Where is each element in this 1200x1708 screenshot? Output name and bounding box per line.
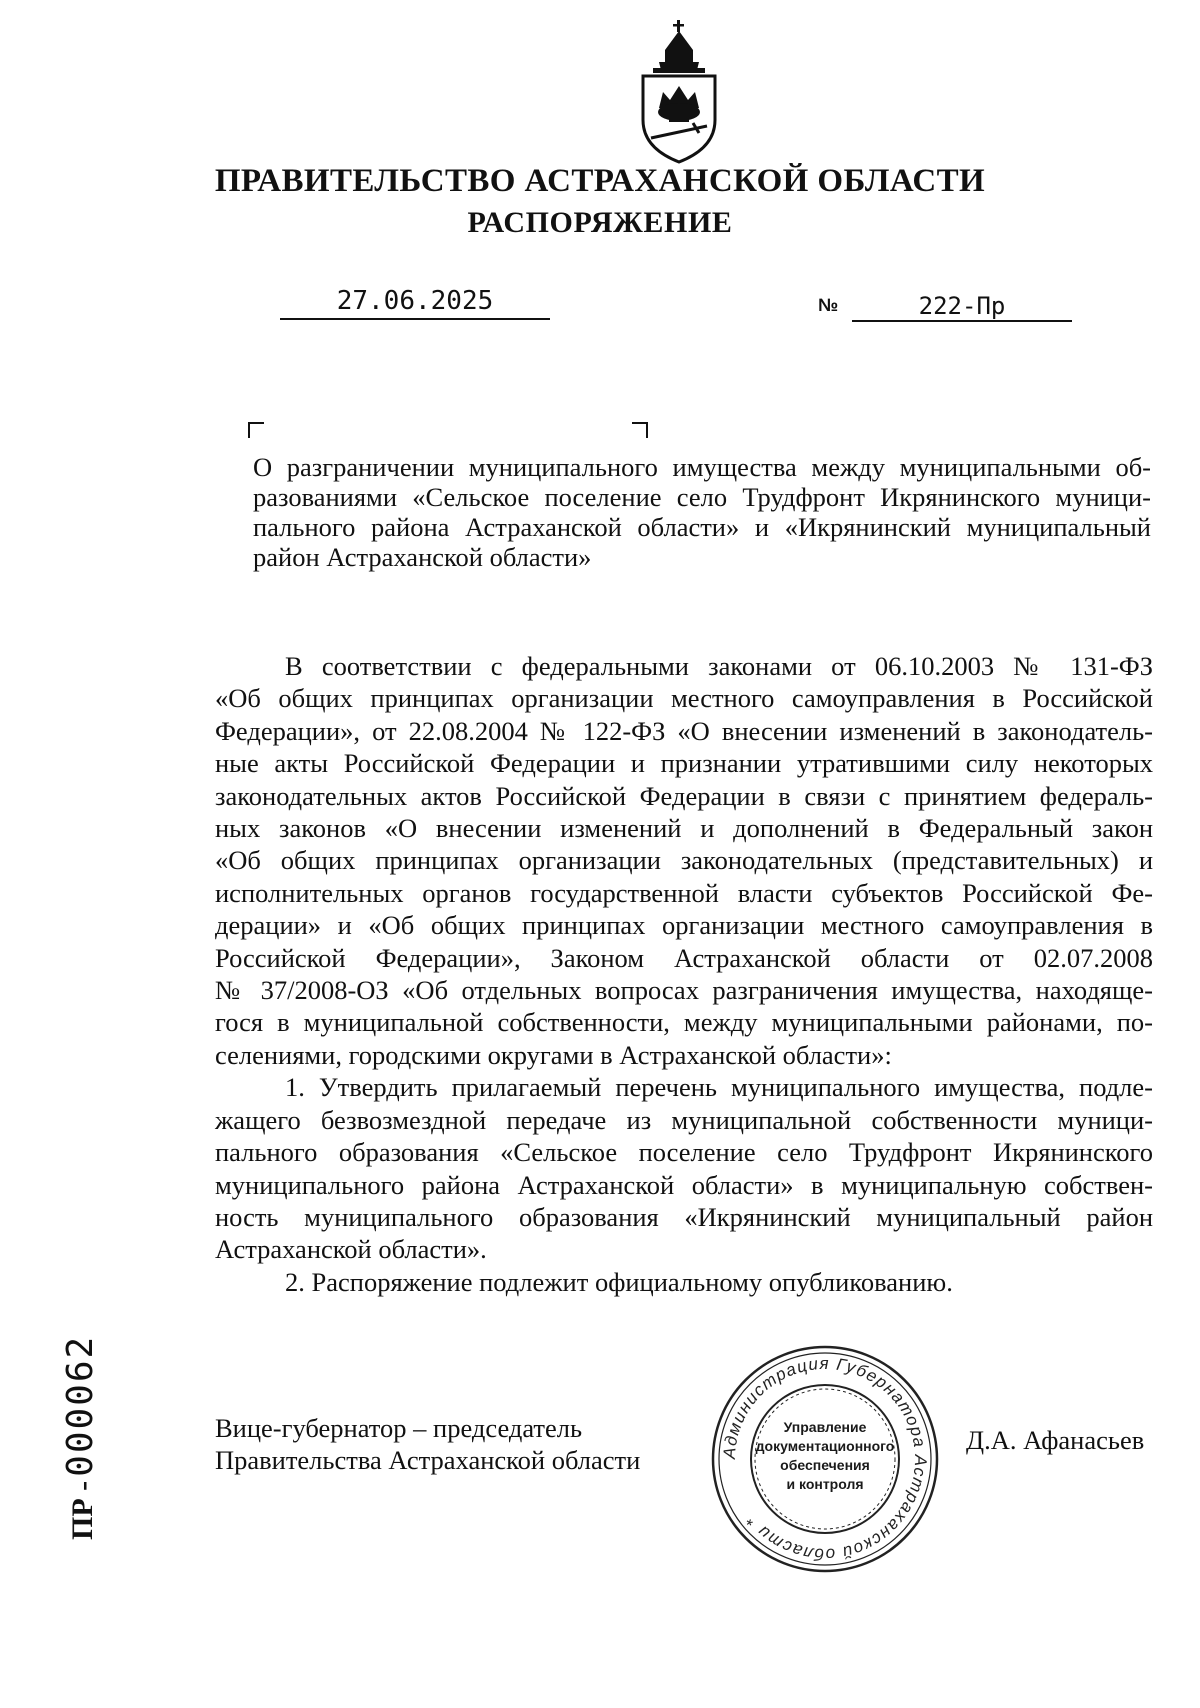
subject-line: пального района Астраханской области» и «Икрянинский муниципальный [253,512,1151,542]
body-line: 1. Утвердить прилагаемый перечень муниципального имущества, подле- [285,1072,1153,1103]
signatory-position-line: Правительства Астраханской области [215,1445,641,1475]
body-line: Федерации», от 22.08.2004 № 122-ФЗ «О внесении изменений в законодатель- [215,715,1153,746]
stamp-line: обеспечения [780,1457,870,1473]
body-line: «Об общих принципах организации местного самоуправления в Российской [215,683,1153,714]
number-sign: № [818,295,839,315]
signatory-position [215,1412,640,1476]
document-subject [253,452,1151,572]
stamp-line: документационного [755,1438,895,1454]
body-line: 2. Распоряжение подлежит официальному опубликованию. [285,1266,953,1297]
body-line: № 37/2008-ОЗ «Об отдельных вопросах разграничения имущества, находяще- [215,975,1153,1006]
coat-of-arms-emblem [635,20,723,166]
body-line: Астраханской области». [215,1234,487,1265]
subject-line: район Астраханской области» [253,542,592,572]
subject-corner-right [632,422,648,438]
signatory-name: Д.А. Афанасьев [966,1425,1145,1455]
body-line: ность муниципального образования «Икрянинский муниципальный район [215,1201,1153,1232]
body-line: муниципального района Астраханской области» в муниципальную собствен- [215,1169,1153,1200]
organization-title: ПРАВИТЕЛЬСТВО АСТРАХАНСКОЙ ОБЛАСТИ [214,163,986,199]
body-line: В соответствии с федеральными законами от 06.10.2003 № 131-ФЗ [285,651,1153,681]
subject-corner-left [248,422,264,438]
number-underline [852,320,1072,322]
stamp-line: и контроля [786,1476,864,1492]
registration-prefix: ПР - [66,1480,99,1540]
body-line: «Об общих принципах организации законодательных (представительных) и [215,845,1153,876]
registration-number: 000062 [60,1334,101,1477]
document-body [215,650,1153,1298]
stamp-ring-text: Администрация Губернатора Астраханской области * [719,1353,931,1565]
body-line: гося в муниципальной собственности, между муниципальными районами, по- [215,1007,1153,1038]
signatory-position-line: Вице-губернатор – председатель [215,1413,583,1443]
stamp-line: Управление [783,1419,867,1435]
subject-line: О разграничении муниципального имущества между муниципальными об- [253,452,1151,482]
subject-line: разованиями «Сельское поселение село Трудфронт Икрянинского муници- [253,482,1151,512]
stamp-center-text [745,1418,905,1494]
registration-mark [60,1335,101,1540]
body-line: дерации» и «Об общих принципах организации местного самоуправления в [215,910,1153,941]
document-number: 222-Пр [918,292,1006,320]
document-type-title: РАСПОРЯЖЕНИЕ [467,206,733,239]
body-line: селениями, городскими округами в Астраханской области»: [215,1039,892,1070]
date-underline [280,318,550,320]
body-line: Российской Федерации», Законом Астраханской области от 02.07.2008 [215,942,1153,973]
body-line: пального образования «Сельское поселение село Трудфронт Икрянинского [215,1137,1153,1168]
body-line: ные акты Российской Федерации и признании утратившими силу некоторых [215,748,1153,779]
body-line: законодательных актов Российской Федерации в связи с принятием федераль- [215,780,1153,811]
body-line: ных законов «О внесении изменений и дополнений в Федеральный закон [215,813,1153,844]
body-line: исполнительных органов государственной власти субъектов Российской Фе- [215,877,1153,908]
document-date: 27.06.2025 [336,286,494,316]
body-line: жащего безвозмездной передаче из муниципальной собственности муници- [215,1104,1153,1135]
